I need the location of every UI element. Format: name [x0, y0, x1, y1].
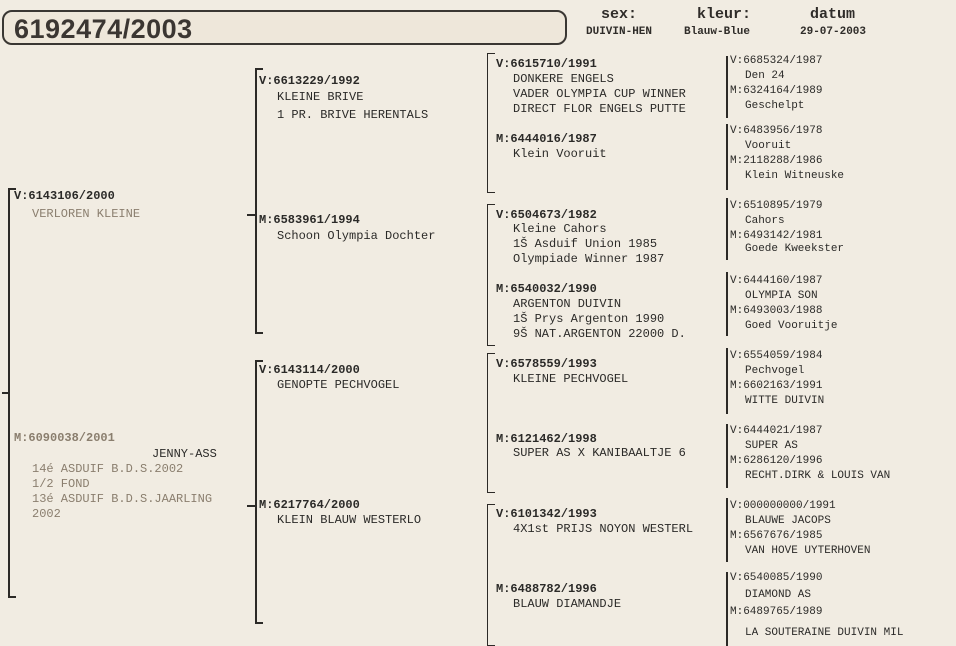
sex-label: sex: [601, 6, 638, 23]
g3-line-3-2: 1Š Asduif Union 1985 [513, 237, 658, 251]
g4-name-4: Klein Witneuske [745, 170, 845, 182]
dam-ring: M:6090038/2001 [14, 431, 115, 445]
gen4-bar-6 [726, 424, 728, 488]
g4-ring-10: M:6602163/1991 [730, 380, 823, 392]
g4-ring-9: V:6554059/1984 [730, 350, 823, 362]
gen3-bracket-2 [487, 204, 495, 346]
g4-ring-4: M:2118288/1986 [730, 155, 823, 167]
g4-ring-16: M:6489765/1989 [730, 606, 823, 618]
pigeon-ring-number: 6192474/2003 [14, 14, 193, 44]
g2-ring-1: V:6613229/1992 [259, 74, 360, 88]
gen1-bracket [8, 188, 16, 598]
dam-line-1: 14é ASDUIF B.D.S.2002 [32, 462, 184, 476]
g4-ring-14: M:6567676/1985 [730, 530, 823, 542]
g3-line-4-2: 1Š Prys Argenton 1990 [513, 312, 665, 326]
gen4-bar-4 [726, 272, 728, 336]
g3-line-4-1: ARGENTON DUIVIN [513, 297, 622, 311]
g3-ring-7: V:6101342/1993 [496, 507, 597, 521]
g2-line-1-2: 1 PR. BRIVE HERENTALS [277, 108, 429, 122]
g3-line-3-1: Kleine Cahors [513, 222, 607, 236]
g4-name-14: VAN HOVE UYTERHOVEN [745, 545, 871, 557]
color-label: kleur: [697, 6, 752, 23]
g4-name-3: Vooruit [745, 140, 792, 152]
gen3-bracket-4 [487, 504, 495, 646]
date-value: 29-07-2003 [800, 26, 867, 38]
g3-line-5-1: KLEINE PECHVOGEL [513, 372, 629, 386]
g4-name-16: LA SOUTERAINE DUIVIN MIL [745, 627, 904, 639]
g4-name-9: Pechvogel [745, 365, 805, 377]
g4-ring-11: V:6444021/1987 [730, 425, 823, 437]
g4-ring-1: V:6685324/1987 [730, 55, 823, 67]
g3-line-1-3: DIRECT FLOR ENGELS PUTTE [513, 102, 686, 116]
g4-name-7: OLYMPIA SON [745, 290, 818, 302]
title-box [2, 10, 567, 45]
g2-ring-2: M:6583961/1994 [259, 213, 360, 227]
g4-ring-13: V:000000000/1991 [730, 500, 836, 512]
g4-ring-2: M:6324164/1989 [730, 85, 823, 97]
g3-line-2-1: Klein Vooruit [513, 147, 607, 161]
g4-name-10: WITTE DUIVIN [745, 395, 825, 407]
gen4-bar-3 [726, 198, 728, 260]
g4-name-11: SUPER AS [745, 440, 798, 452]
gen3-bracket-1 [487, 53, 495, 193]
g3-ring-6: M:6121462/1998 [496, 432, 597, 446]
g3-line-6-1: SUPER AS X KANIBAALTJE 6 [513, 446, 686, 460]
gen2-upper-connector [247, 214, 255, 216]
g4-ring-6: M:6493142/1981 [730, 230, 823, 242]
g4-ring-12: M:6286120/1996 [730, 455, 823, 467]
g4-ring-7: V:6444160/1987 [730, 275, 823, 287]
g4-name-2: Geschelpt [745, 100, 805, 112]
gen4-bar-8 [726, 572, 728, 646]
sire-name: VERLOREN KLEINE [32, 207, 141, 221]
g4-ring-15: V:6540085/1990 [730, 572, 823, 584]
g4-name-12: RECHT.DIRK & LOUIS VAN [745, 470, 891, 482]
date-label: datum [810, 6, 856, 23]
g3-ring-8: M:6488782/1996 [496, 582, 597, 596]
g4-name-1: Den 24 [745, 70, 785, 82]
g4-ring-3: V:6483956/1978 [730, 125, 823, 137]
g3-line-1-1: DONKERE ENGELS [513, 72, 614, 86]
gen4-bar-5 [726, 348, 728, 414]
gen4-bar-7 [726, 498, 728, 562]
g2-line-1-1: KLEINE BRIVE [277, 90, 364, 104]
g3-ring-1: V:6615710/1991 [496, 57, 597, 71]
g3-ring-5: V:6578559/1993 [496, 357, 597, 371]
subject-connector [2, 392, 8, 394]
g3-ring-3: V:6504673/1982 [496, 208, 597, 222]
g4-name-13: BLAUWE JACOPS [745, 515, 831, 527]
g3-line-3-3: Olympiade Winner 1987 [513, 252, 665, 266]
sire-ring: V:6143106/2000 [14, 189, 115, 203]
gen4-bar-1 [726, 56, 728, 118]
color-value: Blauw-Blue [684, 26, 751, 38]
g3-line-8-1: BLAUW DIAMANDJE [513, 597, 622, 611]
g3-line-7-1: 4X1st PRIJS NOYON WESTERL [513, 522, 694, 536]
sex-value: DUIVIN-HEN [586, 26, 653, 38]
dam-line-4: 2002 [32, 507, 61, 521]
g4-name-6: Goede Kweekster [745, 243, 845, 255]
dam-line-3: 13é ASDUIF B.D.S.JAARLING [32, 492, 213, 506]
g4-ring-5: V:6510895/1979 [730, 200, 823, 212]
g4-name-5: Cahors [745, 215, 785, 227]
g2-line-3-1: GENOPTE PECHVOGEL [277, 378, 400, 392]
gen2-lower-connector [247, 505, 255, 507]
g2-line-2-1: Schoon Olympia Dochter [277, 229, 436, 243]
g2-ring-4: M:6217764/2000 [259, 498, 360, 512]
g4-ring-8: M:6493003/1988 [730, 305, 823, 317]
g2-ring-3: V:6143114/2000 [259, 363, 360, 377]
dam-name: JENNY-ASS [152, 447, 217, 461]
gen3-bracket-3 [487, 353, 495, 493]
dam-line-2: 1/2 FOND [32, 477, 90, 491]
g4-name-8: Goed Vooruitje [745, 320, 838, 332]
g4-name-15: DIAMOND AS [745, 589, 812, 601]
g3-line-4-3: 9Š NAT.ARGENTON 22000 D. [513, 327, 686, 341]
g3-ring-2: M:6444016/1987 [496, 132, 597, 146]
g2-line-4-1: KLEIN BLAUW WESTERLO [277, 513, 422, 527]
gen2-lower-bracket [255, 360, 263, 624]
gen2-upper-bracket [255, 68, 263, 334]
g3-ring-4: M:6540032/1990 [496, 282, 597, 296]
g3-line-1-2: VADER OLYMPIA CUP WINNER [513, 87, 686, 101]
gen4-bar-2 [726, 124, 728, 190]
